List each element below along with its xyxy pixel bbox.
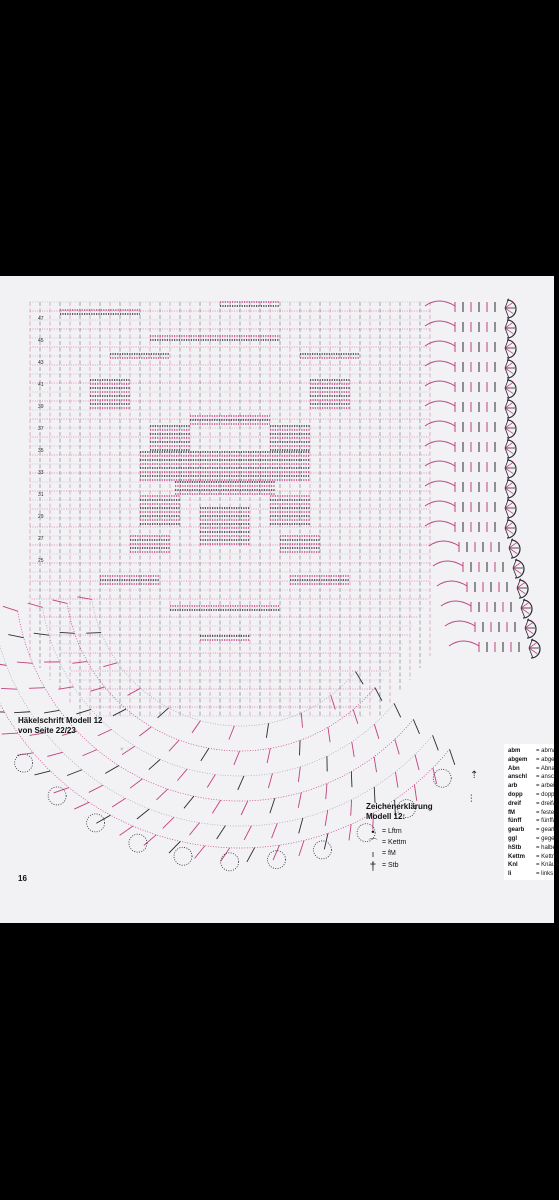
abbreviation-term: dreif xyxy=(508,800,522,807)
abbreviation-row xyxy=(504,809,554,818)
abbreviation-term: Abn xyxy=(508,765,520,772)
legend-item-kettm xyxy=(366,837,433,848)
fan-stitch xyxy=(217,826,226,839)
edging-arc xyxy=(449,641,479,646)
abbreviation-row xyxy=(504,853,557,862)
fan-stitch xyxy=(74,802,89,809)
fan-stitch xyxy=(158,708,169,718)
edging-arc xyxy=(425,381,455,386)
edging-shell xyxy=(507,340,516,358)
fan-stitch xyxy=(28,603,43,607)
fan-stitch xyxy=(1,688,17,689)
fan-ring xyxy=(67,603,375,751)
edging-shell xyxy=(507,440,516,458)
fan-stitch xyxy=(35,771,51,775)
edging-shell xyxy=(507,360,516,378)
abbreviation-row xyxy=(504,791,554,800)
abbreviation-meaning: = gearb xyxy=(536,827,557,834)
fan-stitch xyxy=(374,787,375,803)
fan-stitch xyxy=(375,688,382,701)
fan-scallop xyxy=(433,769,451,787)
fan-stitch xyxy=(44,710,59,713)
fan-stitch xyxy=(54,788,69,793)
abbreviation-row xyxy=(504,756,558,765)
fan-stitch xyxy=(169,740,179,751)
fan-stitch xyxy=(450,749,455,764)
double-crochet-icon: † xyxy=(369,859,377,873)
right-scallop-edging xyxy=(425,299,540,658)
fan-stitch xyxy=(352,742,354,757)
edging-arc xyxy=(433,561,463,566)
caption-title: Häkelschrift Modell 12 xyxy=(18,716,103,725)
abbreviation-term: dopp xyxy=(508,791,523,798)
fan-stitch xyxy=(241,801,248,815)
edging-shell xyxy=(519,580,528,598)
legend-item-stb xyxy=(366,859,433,873)
edging-shell xyxy=(507,460,516,478)
fan-stitch xyxy=(8,635,23,638)
fan-stitch xyxy=(433,735,439,750)
edging-arc xyxy=(425,461,455,466)
edging-shell xyxy=(507,320,516,338)
row-number: 37 xyxy=(38,426,44,432)
legend-item-text: = Lftm xyxy=(382,827,402,835)
row-number: 27 xyxy=(38,536,44,542)
stitch-symbol-icon: ⇡ xyxy=(470,770,479,781)
abbreviation-row xyxy=(504,782,554,791)
edging-arc xyxy=(425,501,455,506)
fan-scallop xyxy=(221,853,239,871)
fan-stitch xyxy=(169,841,180,853)
edging-arc xyxy=(437,581,467,586)
fan-stitch xyxy=(29,688,45,689)
legend-item-fm xyxy=(366,848,433,859)
row-number: 35 xyxy=(38,448,44,454)
fan-stitch xyxy=(90,687,104,691)
fan-stitch xyxy=(34,633,49,635)
row-number: 45 xyxy=(38,338,44,344)
fan-scallop xyxy=(174,847,192,865)
abbreviation-term: abgem xyxy=(508,756,528,763)
abbreviation-term: abm xyxy=(508,748,521,754)
abbreviation-meaning: = abgen xyxy=(536,756,558,763)
fan-scallop xyxy=(87,814,105,832)
caption-source: von Seite 22/23 xyxy=(18,726,76,735)
fan-stitch xyxy=(238,776,244,790)
fan-scallop xyxy=(15,754,33,772)
abbreviation-meaning: = Knäue xyxy=(536,862,559,869)
fan-stitch xyxy=(163,817,174,828)
fan-stitch xyxy=(201,748,209,761)
abbreviation-term: Kettm xyxy=(508,853,526,860)
fan-stitch xyxy=(374,724,379,739)
fan-stitch xyxy=(86,633,101,634)
edging-arc xyxy=(429,541,459,546)
abbreviation-meaning: = feste xyxy=(536,809,555,816)
row-number: 41 xyxy=(38,382,44,388)
fan-stitch xyxy=(247,848,255,862)
fan-stitch xyxy=(120,826,133,835)
abbreviation-row xyxy=(504,747,557,756)
fan-stitch xyxy=(394,703,401,717)
fan-stitch xyxy=(47,752,62,756)
abbreviation-term: fM xyxy=(508,809,515,816)
edging-arc xyxy=(425,521,455,526)
fan-stitch xyxy=(299,840,304,856)
abbreviation-row xyxy=(504,826,557,835)
crochet-chart xyxy=(0,276,557,923)
edging-arc xyxy=(425,361,455,366)
fan-stitch xyxy=(413,719,419,733)
row-number: 39 xyxy=(38,404,44,410)
fan-stitch xyxy=(325,810,328,826)
fan-scallop xyxy=(313,841,331,859)
fan-stitch xyxy=(273,845,279,860)
edging-arc xyxy=(425,341,455,346)
fan-stitch xyxy=(2,733,18,734)
abbreviation-meaning: = ansch xyxy=(536,774,558,781)
fan-stitch xyxy=(82,750,96,756)
legend-item-text: = Kettm xyxy=(382,838,407,846)
fan-stitch xyxy=(3,606,18,611)
fan-stitch xyxy=(58,687,73,689)
fan-stitch xyxy=(105,766,119,774)
legend-subtitle: Modell 12: xyxy=(366,812,406,821)
fan-stitch xyxy=(356,672,364,685)
abbreviation-term: Knl xyxy=(508,862,518,869)
fan-stitch xyxy=(89,785,103,792)
fan-stitch xyxy=(433,768,437,784)
fan-stitch xyxy=(298,767,300,782)
fan-stitch xyxy=(221,848,230,862)
fan-stitch xyxy=(103,663,117,667)
abbreviation-term: gearb xyxy=(508,827,525,834)
abbreviation-term: fünff xyxy=(508,818,522,825)
edging-arc xyxy=(425,441,455,446)
abbreviation-term: ggl xyxy=(508,835,517,842)
row-number: 31 xyxy=(38,492,44,498)
edging-shell xyxy=(515,560,524,578)
fan-stitch xyxy=(192,721,200,733)
abbreviation-meaning: = halbe xyxy=(536,844,556,851)
edging-arc xyxy=(425,421,455,426)
chart-grid xyxy=(30,302,430,716)
edging-shell xyxy=(507,300,516,318)
abbreviation-row xyxy=(504,800,557,809)
fan-stitch xyxy=(395,739,399,754)
fan-stitch xyxy=(76,709,91,713)
symbol-legend xyxy=(366,802,433,873)
fan-stitch xyxy=(301,713,302,728)
fan-stitch xyxy=(184,796,194,808)
abbreviation-meaning: = abma xyxy=(536,748,557,754)
fan-stitch xyxy=(189,823,199,835)
fan-stitch xyxy=(149,759,160,769)
fan-stitch xyxy=(298,792,301,807)
fan-stitch xyxy=(17,662,33,663)
fan-stitch xyxy=(156,789,167,800)
edging-arc xyxy=(425,321,455,326)
fan-stitch xyxy=(234,751,240,765)
fan-stitch xyxy=(351,800,352,816)
abbreviation-meaning: = Kettm xyxy=(536,853,557,860)
fan-stitch xyxy=(207,774,215,787)
fan-stitch xyxy=(195,846,205,859)
abbreviation-row xyxy=(504,773,558,782)
slip-stitch-icon: ⌒ xyxy=(368,837,378,848)
edging-shell xyxy=(523,600,532,618)
fan-stitch xyxy=(113,709,126,716)
fan-stitch xyxy=(353,709,358,723)
fan-stitch xyxy=(60,632,75,633)
abbreviation-meaning: = links xyxy=(536,871,554,878)
fan-stitch xyxy=(96,815,110,823)
row-number: 25 xyxy=(38,558,44,564)
fan-stitch xyxy=(244,826,251,840)
abbreviation-meaning: = Abnal xyxy=(536,765,557,772)
edging-arc xyxy=(425,481,455,486)
abbreviation-meaning: = fünffa xyxy=(536,818,557,825)
fan-stitch xyxy=(67,770,82,776)
abbreviation-term: hStb xyxy=(508,844,522,851)
edging-shell xyxy=(507,520,516,538)
abbreviation-meaning: = dopp xyxy=(536,791,555,798)
edging-shell xyxy=(527,620,536,638)
fan-stitch xyxy=(415,755,419,770)
abbreviation-meaning: = arbei xyxy=(536,783,555,790)
edging-shell xyxy=(507,500,516,518)
edging-shell xyxy=(507,400,516,418)
edging-shell xyxy=(511,540,520,558)
row-number: 33 xyxy=(38,470,44,476)
fan-stitch xyxy=(266,723,268,738)
row-number: 43 xyxy=(38,360,44,366)
single-crochet-icon: ı xyxy=(371,848,375,859)
fan-stitch xyxy=(331,695,336,709)
fan-stitch xyxy=(177,769,187,781)
legend-title: Zeichenerklärung xyxy=(366,802,433,811)
edging-shell xyxy=(507,380,516,398)
magazine-page xyxy=(0,276,559,923)
fan-stitch xyxy=(328,727,330,742)
abbreviation-row xyxy=(504,817,557,826)
abbreviation-term: arb xyxy=(508,783,518,790)
edging-shell xyxy=(507,420,516,438)
fan-stitch xyxy=(139,727,151,736)
abbreviation-meaning: = dreifa xyxy=(536,800,557,807)
fan-stitch xyxy=(14,712,30,713)
fan-stitch xyxy=(374,757,377,772)
fan-stitch xyxy=(137,809,149,819)
abbreviation-row xyxy=(504,861,559,870)
stitch-symbol-icon: ⫶ xyxy=(470,794,473,805)
fan-stitch xyxy=(112,798,125,807)
legend-item-text: = Stb xyxy=(382,862,399,869)
abbreviation-row xyxy=(504,870,554,879)
fan-scallop xyxy=(129,834,147,852)
abbreviation-row xyxy=(504,844,554,853)
fan-stitch xyxy=(212,800,220,813)
fan-stitch xyxy=(270,798,275,813)
fan-stitch xyxy=(300,740,301,755)
page-number: 16 xyxy=(18,874,27,883)
fan-stitch xyxy=(351,772,352,788)
faded-heart-logo: ♥ ♡ xyxy=(120,747,131,753)
fan-stitch xyxy=(395,772,397,788)
fan-stitch xyxy=(299,818,303,833)
edging-arc xyxy=(425,301,455,306)
row-number: 47 xyxy=(38,316,44,322)
edging-shell xyxy=(531,640,540,658)
fan-stitch xyxy=(326,784,327,800)
abbreviation-list xyxy=(504,744,559,880)
fan-scallop xyxy=(268,851,286,869)
fan-stitch xyxy=(268,773,272,788)
chart-caption xyxy=(18,716,102,736)
edging-arc xyxy=(445,621,475,626)
chain-stitch-icon: • xyxy=(371,826,375,837)
legend-item-text: = fM xyxy=(382,849,396,857)
abbreviation-row xyxy=(504,765,557,774)
fan-stitch xyxy=(414,785,416,801)
abbreviation-term: li xyxy=(508,871,512,878)
edging-arc xyxy=(441,601,471,606)
fan-stitch xyxy=(349,824,351,840)
abbreviation-meaning: = gegen xyxy=(536,835,558,842)
abbreviation-row xyxy=(504,835,558,844)
legend-item-lftm xyxy=(366,826,433,837)
fan-stitch xyxy=(229,726,234,740)
fan-stitch xyxy=(267,748,270,763)
fan-stitch xyxy=(130,779,142,788)
abbreviation-term: anschl xyxy=(508,774,528,781)
fan-stitch xyxy=(272,823,278,838)
fan-stitch xyxy=(144,835,156,846)
edging-arc xyxy=(425,401,455,406)
row-number: 29 xyxy=(38,514,44,520)
edging-shell xyxy=(507,480,516,498)
